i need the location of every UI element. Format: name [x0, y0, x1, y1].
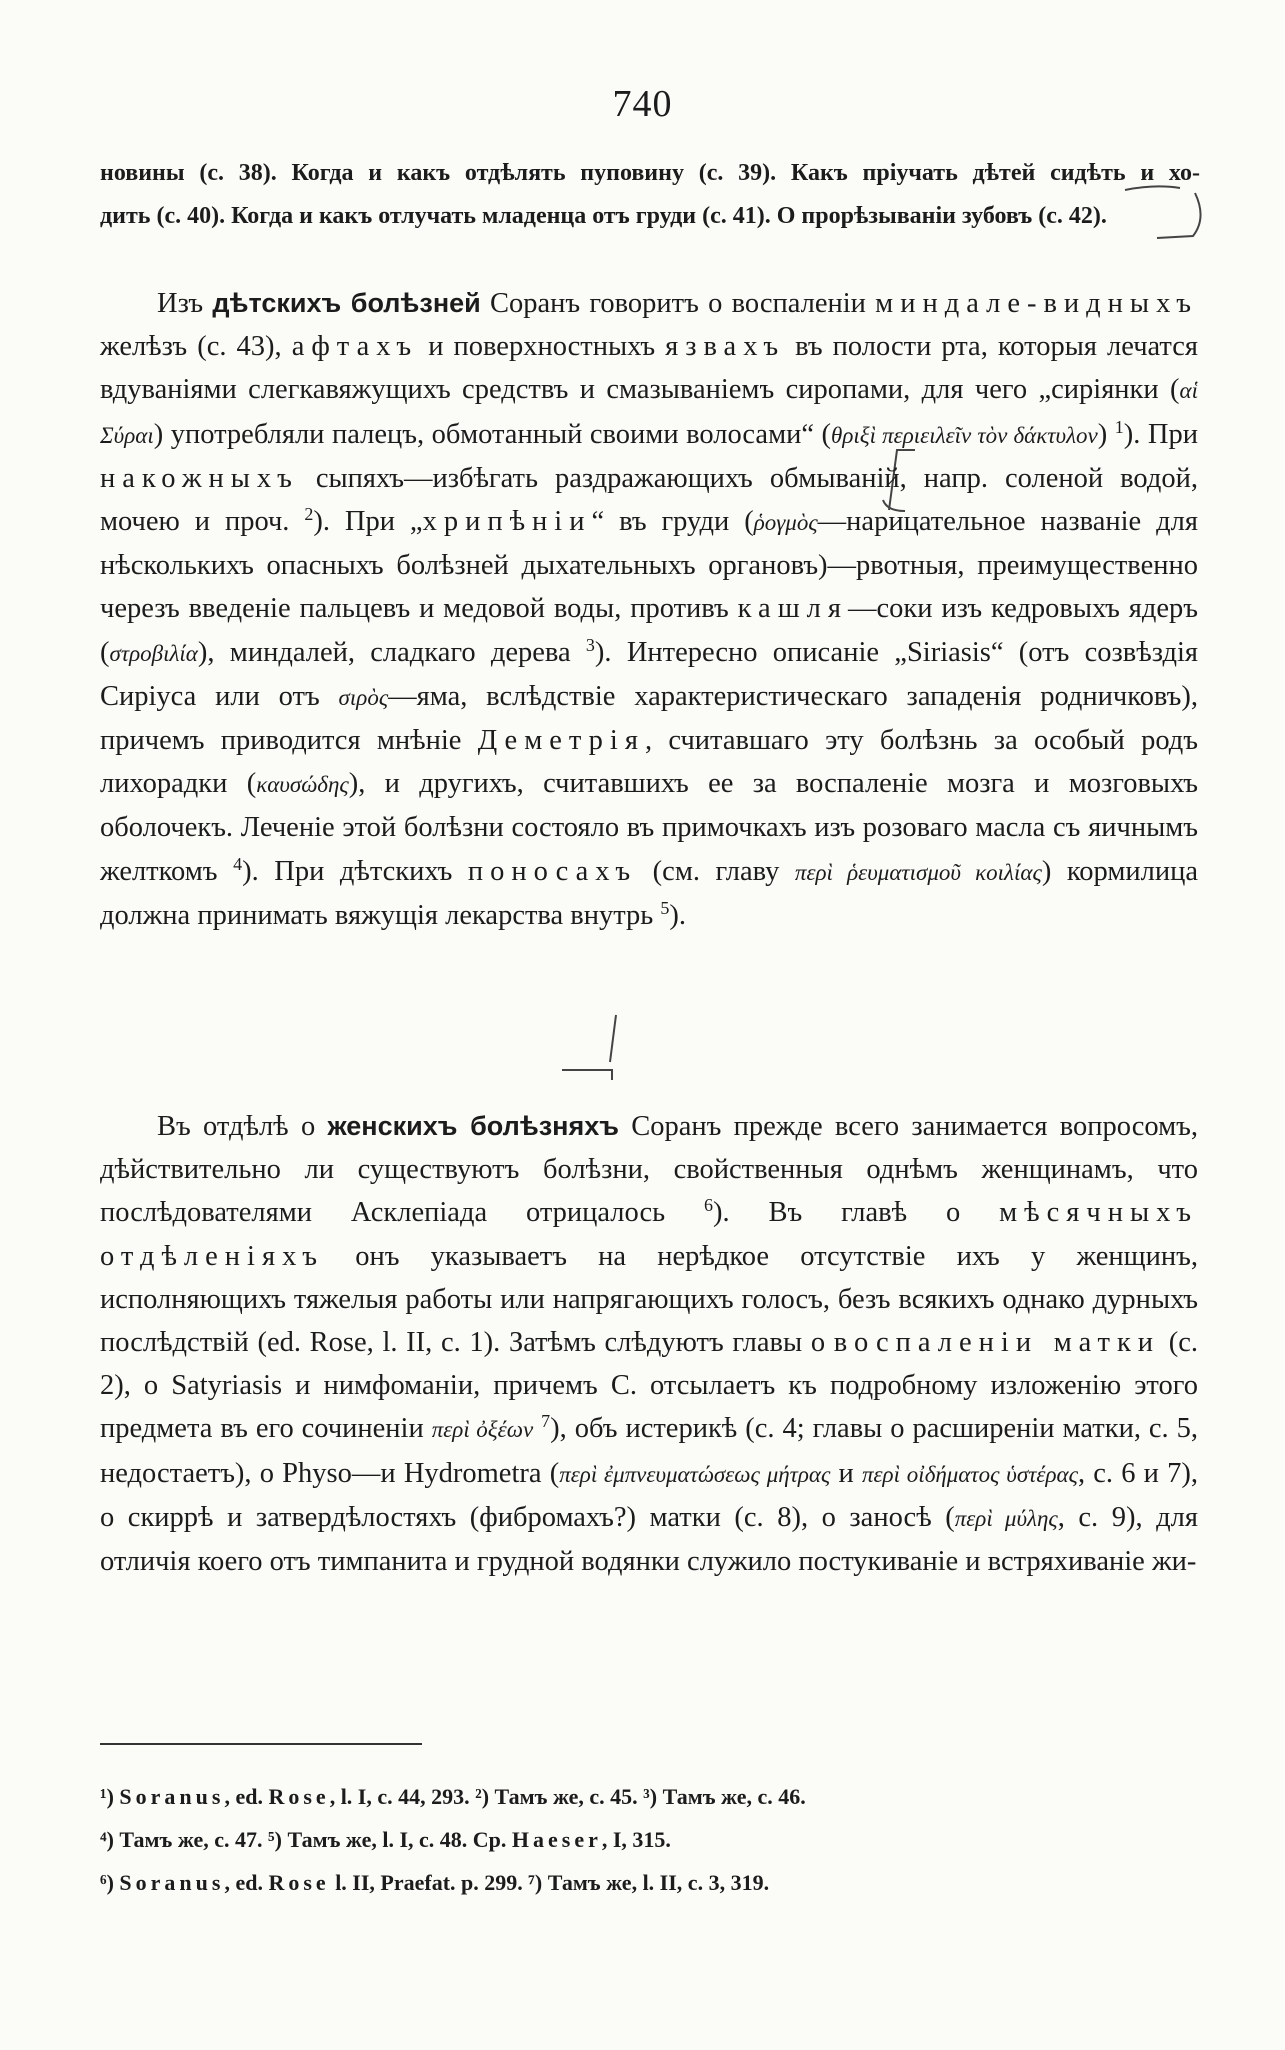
spaced-author: Soranus [119, 1870, 225, 1895]
spaced-term: воспаленіи матки [833, 1327, 1161, 1359]
text: желѣзъ (с. 43), [100, 331, 292, 363]
text [533, 1413, 541, 1444]
text: (см. главу [637, 855, 795, 887]
footnote-ref: 1 [1114, 416, 1124, 437]
text: ). При дѣтскихъ [242, 855, 468, 887]
spaced-term: миндале-видныхъ [875, 288, 1198, 319]
spaced-term: кашля [737, 593, 848, 625]
footnote-line [100, 1818, 1200, 1861]
footnote-ref: 5 [660, 897, 670, 918]
intro-line-1: новины (с. 38). Когда и какъ отдѣлять пуповину (с. 39). Какъ пріучать дѣтей сидѣть и хо- [100, 160, 1200, 186]
footnote-line [100, 1861, 1200, 1904]
spaced-term: язвахъ [665, 331, 786, 363]
text: , с. 6 и 7), о скиррѣ и затвердѣлостяхъ (фибромахъ?) матки (с. 8), о заносѣ ( [100, 1457, 1198, 1533]
spaced-term: Деметрія [477, 725, 645, 757]
spaced-author: Soranus [119, 1784, 225, 1809]
text: онъ указываетъ на нерѣдкое отсутствіе ихъ у женщинъ, исполняющихъ тяжелыя работы или напрягающихъ голосъ, безъ всякихъ однако дурныхъ послѣдствій (ed. Rose, l. II, c. 1). Затѣмъ слѣдуютъ главы о [100, 1240, 1198, 1359]
paragraph-womens-diseases [100, 1105, 1198, 1583]
greek-phrase: θριξὶ περιειλεῖν τὸν δάκτυλον [831, 422, 1098, 448]
greek-phrase: περὶ ὀξέων [431, 1417, 534, 1443]
text: Соранъ говоритъ о воспаленіи [480, 288, 876, 319]
greek-phrase: καυσώδης [256, 772, 349, 798]
text: ). [669, 899, 687, 931]
footnote-ref: 7 [541, 1411, 551, 1432]
spaced-term: поносахъ [467, 855, 638, 887]
greek-phrase: στροβιλία [109, 640, 198, 666]
spaced-term: мѣсячныхъ отдѣленіяхъ [100, 1197, 1198, 1272]
text: ), и другихъ, считавшихъ ее за воспаленіе мозга и мозговыхъ оболочекъ. Леченіе этой болѣзни состояло въ примочкахъ изъ розоваго масла съ яичнымъ желткомъ [100, 768, 1198, 887]
heading-phrase: дѣтскихъ болѣзней [212, 288, 481, 318]
greek-phrase: περὶ οἰδήματος ὑστέρας [861, 1461, 1078, 1487]
text: —яма, вслѣдствіе характеристическаго западенія родничковъ), причемъ приводится мнѣніе [100, 680, 1198, 757]
footnote-ref: 3 [585, 634, 595, 655]
heading-phrase: женскихъ болѣзняхъ [327, 1111, 619, 1141]
text: ). При „ [313, 506, 423, 538]
text: , I, 315. [601, 1827, 671, 1852]
text: ⁶) [100, 1870, 120, 1895]
spaced-term: хрипѣніи [422, 506, 592, 538]
text: —соки изъ кедровыхъ ядеръ ( [100, 593, 1198, 668]
spaced-term: афтахъ [291, 331, 419, 363]
footnote-ref: 2 [304, 504, 314, 525]
text: , ed. [224, 1870, 269, 1895]
text: “ въ груди ( [591, 506, 754, 538]
text: , ed. [224, 1784, 269, 1809]
text: сыпяхъ—избѣгать раздражающихъ обмываній, напр. соленой водой, мочею и проч. [100, 462, 1198, 538]
text: Изъ [157, 288, 213, 319]
greek-phrase: ῥογμὸς [753, 510, 818, 536]
greek-phrase: περὶ ἐμπνευματώσεως μήτρας [559, 1461, 831, 1487]
text: ), объ истерикѣ (с. 4; главы о расширеніи матки, с. 5, недостаетъ), о Physo—и Hydrometra ( [100, 1413, 1199, 1489]
text: ). Интересно описаніе „Siriasis“ (отъ созвѣздія Сиріуса или отъ [100, 636, 1198, 712]
text: ) кормилица должна принимать вяжущія лекарства внутрь [100, 855, 1198, 931]
greek-phrase: περὶ ῥευματισμοῦ κοιλίας [794, 859, 1042, 885]
spaced-term: накожныхъ [100, 462, 299, 494]
text: Въ отдѣлѣ о [157, 1111, 328, 1142]
text: Соранъ прежде всего занимается вопросомъ, дѣйствительно ли существуютъ болѣзни, свойственныя однѣмъ женщинамъ, что послѣдователями Асклепіада отрицалось [100, 1111, 1198, 1229]
text: ⁴) Тамъ же, с. 47. ⁵) Тамъ же, l. I, c. 48. Ср. [100, 1827, 512, 1852]
text: ¹) [100, 1784, 120, 1809]
footnote-ref: 4 [233, 853, 243, 874]
paragraph-childrens-diseases [100, 282, 1198, 937]
footnotes [100, 1775, 1200, 1904]
pencil-bracket-mark [1095, 148, 1205, 243]
text: ) употребляли палецъ, обмотанный своими волосами“ ( [153, 418, 832, 450]
text: ), миндалей, сладкаго дерева [197, 636, 586, 668]
text: (с. 2), о Satyriasis и нимфоманіи, причемъ С. отсылаетъ къ подробному изложенію этого предмета въ его сочиненіи [100, 1327, 1199, 1445]
greek-phrase: σιρὸς [338, 684, 389, 710]
pencil-bracket-mark [560, 1010, 630, 1085]
text: и поверхностныхъ [418, 331, 666, 363]
page-number: 740 [612, 83, 673, 125]
text: ) [1097, 418, 1115, 450]
text: и [830, 1457, 862, 1489]
footnote-line [100, 1775, 1200, 1818]
spaced-author: Rose [268, 1784, 330, 1809]
footnote-divider [100, 1743, 422, 1745]
greek-phrase: αἱ Σύραι [100, 378, 1198, 448]
text: —нарицательное названіе для нѣсколькихъ опасныхъ болѣзней дыхательныхъ органовъ)—рвотныя, преимущественно черезъ введеніе пальцевъ и медовой воды, противъ [100, 506, 1198, 625]
text: ). Въ главѣ о [712, 1197, 1000, 1229]
text: l. II, Praefat. p. 299. ⁷) Тамъ же, l. II, c. 3, 319. [329, 1870, 770, 1895]
footnote-ref: 6 [703, 1195, 713, 1216]
intro-line-2: дить (с. 40). Когда и какъ отлучать младенца отъ груди (с. 41). О прорѣзываніи зубовъ (с. 42). [100, 203, 1107, 229]
text: , l. I, c. 44, 293. ²) Тамъ же, с. 45. ³) Тамъ же, с. 46. [329, 1784, 806, 1809]
spaced-author: Haeser [511, 1827, 602, 1852]
text: , с. 9), для отличія коего отъ тимпанита и грудной водянки служило постукиваніе и встряхиваніе жи- [100, 1501, 1198, 1578]
text: ). При [1123, 418, 1199, 450]
chapter-contents-continuation [100, 152, 1200, 238]
spaced-author: Rose [268, 1870, 330, 1895]
greek-phrase: περὶ μύλης [954, 1505, 1058, 1531]
text: въ полости рта, которыя лечатся вдуваніями слегкавяжущихъ средствъ и смазываніемъ сиропами, для чего „сиріянки ( [100, 331, 1198, 406]
text: , считавшаго эту болѣзнь за особый родъ лихорадки ( [100, 725, 1198, 800]
